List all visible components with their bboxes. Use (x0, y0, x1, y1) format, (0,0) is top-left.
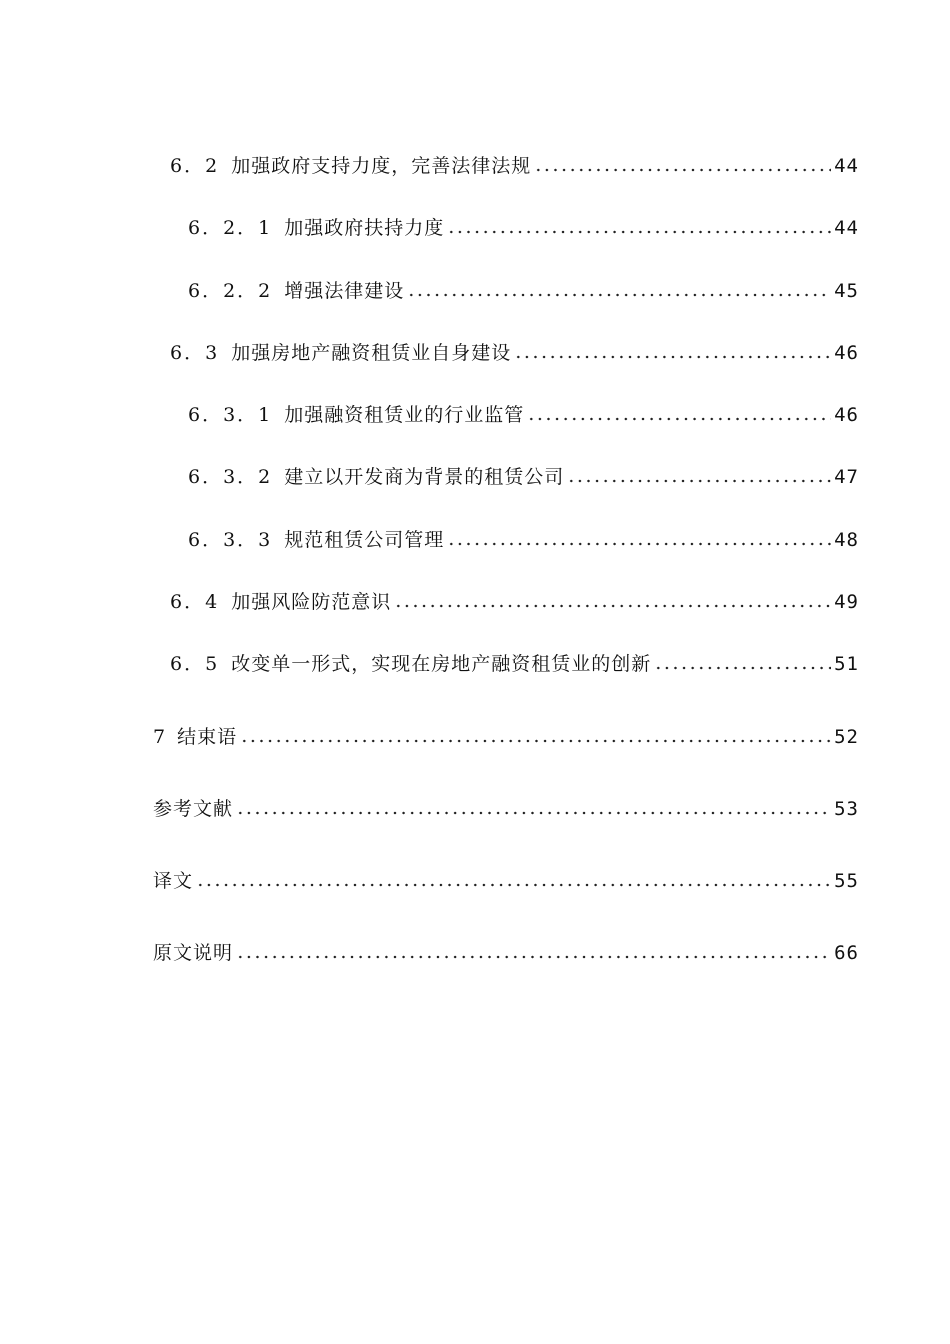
toc-entry-6-3-2[interactable] (188, 463, 859, 491)
dot-leader (196, 882, 831, 888)
entry-title: 改变单一形式，实现在房地产融资租赁业的创新 (231, 653, 652, 675)
dot-leader (567, 478, 831, 484)
entry-number: 6．5 (170, 653, 220, 675)
page-number: 53 (834, 798, 859, 820)
toc-entry-6-2-2[interactable] (188, 277, 859, 305)
entry-number: 6．4 (170, 591, 220, 613)
entry-number: 6．3．3 (188, 529, 273, 551)
toc-entry-6-2[interactable] (170, 152, 859, 180)
dot-leader (514, 354, 831, 360)
toc-entry-7[interactable] (153, 723, 859, 751)
page-number: 49 (834, 591, 859, 613)
dot-leader (240, 738, 831, 744)
entry-number: 6．3 (170, 342, 220, 364)
entry-title: 加强风险防范意识 (231, 591, 392, 613)
toc-entry-6-2-1[interactable] (188, 214, 859, 242)
entry-number: 6．2 (170, 155, 220, 177)
page-number: 44 (834, 155, 859, 177)
entry-title: 规范租赁公司管理 (284, 529, 445, 551)
entry-number: 6．3．2 (188, 466, 273, 488)
page-number: 55 (834, 870, 859, 892)
entry-title: 译文 (153, 870, 194, 892)
page-number: 47 (834, 466, 859, 488)
dot-leader (447, 229, 831, 235)
page-number: 48 (834, 529, 859, 551)
entry-title: 加强融资租赁业的行业监管 (284, 404, 525, 426)
entry-title: 原文说明 (153, 942, 234, 964)
toc-entry-references[interactable] (153, 795, 859, 823)
dot-leader (534, 167, 831, 173)
toc-entry-translation[interactable] (153, 867, 859, 895)
entry-number: 6．2．1 (188, 217, 273, 239)
entry-title: 加强房地产融资租赁业自身建设 (231, 342, 512, 364)
page-number: 66 (834, 942, 859, 964)
toc-entry-original-text[interactable] (153, 939, 859, 967)
dot-leader (236, 810, 831, 816)
dot-leader (447, 541, 831, 547)
dot-leader (527, 416, 831, 422)
toc-entry-6-3[interactable] (170, 339, 859, 367)
entry-title: 加强政府支持力度，完善法律法规 (231, 155, 532, 177)
page-number: 51 (834, 653, 859, 675)
page-number: 45 (834, 280, 859, 302)
entry-number: 7 (153, 726, 168, 748)
page-number: 52 (834, 726, 859, 748)
page-number: 46 (834, 342, 859, 364)
dot-leader (654, 665, 831, 671)
entry-number: 6．3．1 (188, 404, 273, 426)
page-number: 44 (834, 217, 859, 239)
dot-leader (407, 292, 831, 298)
entry-title: 建立以开发商为背景的租赁公司 (284, 466, 565, 488)
toc-entry-6-3-1[interactable] (188, 401, 859, 429)
dot-leader (236, 954, 831, 960)
toc-entry-6-3-3[interactable] (188, 526, 859, 554)
entry-title: 增强法律建设 (284, 280, 405, 302)
entry-title: 参考文献 (153, 798, 234, 820)
dot-leader (394, 603, 831, 609)
entry-title: 加强政府扶持力度 (284, 217, 445, 239)
toc-entry-6-5[interactable] (170, 650, 859, 678)
entry-number: 6．2．2 (188, 280, 273, 302)
entry-title: 结束语 (177, 726, 238, 748)
page-number: 46 (834, 404, 859, 426)
toc-entry-6-4[interactable] (170, 588, 859, 616)
